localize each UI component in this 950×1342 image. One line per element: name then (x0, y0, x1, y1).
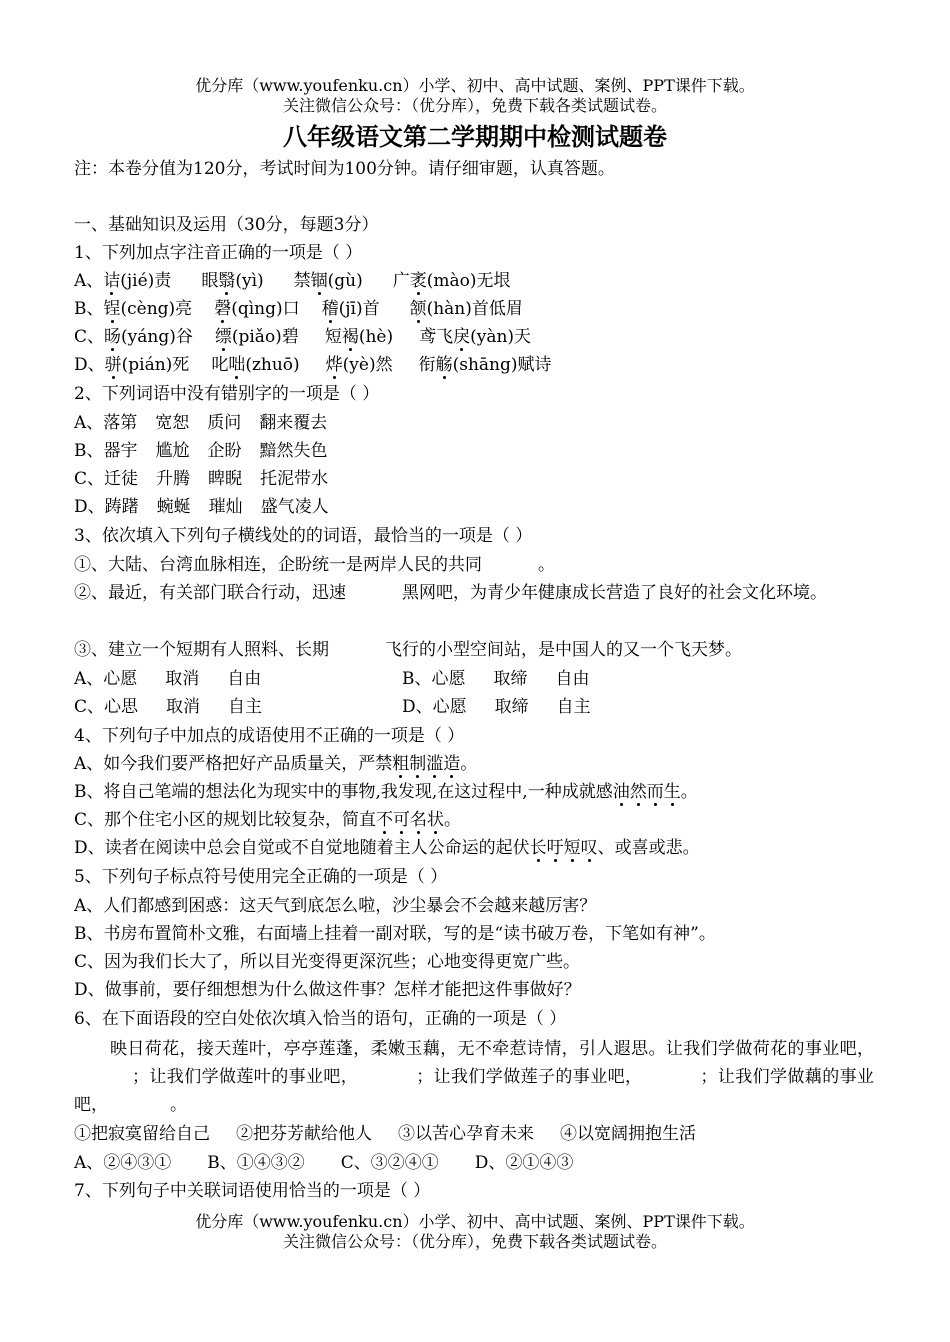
q3-sentence-3: ③、建立一个短期有人照料、长期 飞行的小型空间站，是中国人的又一个飞天梦。 (74, 640, 742, 660)
q3-option-b: B、心愿 取缔 自由 (402, 669, 590, 689)
q1-stem: 1、下列加点字注音正确的一项是（ ） (74, 243, 363, 263)
q4-option-b: B、将自己笔端的想法化为现实中的事物,我发现,在这过程中,一种成就感油然而生。 (74, 782, 698, 802)
q3-stem: 3、依次填入下列句子横线处的的词语，最恰当的一项是（ ） (74, 526, 533, 546)
section-heading: 一、基础知识及运用（30分，每题3分） (74, 215, 379, 235)
footer-line-2: 关注微信公众号：（优分库），免费下载各类试题试卷。 (282, 1232, 667, 1251)
exam-note: 注：本卷分值为120分，考试时间为100分钟。请仔细审题，认真答题。 (74, 159, 615, 179)
q3-sentence-1: ①、大陆、台湾血脉相连，企盼统一是两岸人民的共同 。 (74, 555, 555, 575)
header-line-2: 关注微信公众号：（优分库），免费下载各类试题试卷。 (282, 96, 667, 115)
q5-option-b: B、书房布置简朴文雅，右面墙上挂着一副对联，写的是“读书破万卷，下笔如有神”。 (74, 924, 716, 944)
q2-stem: 2、下列词语中没有错别字的一项是（ ） (74, 384, 380, 404)
header-line-1: 优分库（www.youfenku.cn）小学、初中、高中试题、案例、PPT课件下载。 (195, 76, 755, 95)
footer-line-1: 优分库（www.youfenku.cn）小学、初中、高中试题、案例、PPT课件下载。 (195, 1212, 755, 1231)
q3-option-c: C、心思 取消 自主 (74, 697, 263, 717)
q1-option-a: A、诘(jié)责 眼翳(yì) 禁锢(gù) 广袤(mào)无垠 (74, 271, 511, 291)
q1-option-c: C、旸(yáng)谷 缥(piǎo)碧 短褐(hè) 鸢飞戾(yàn)天 (74, 327, 532, 347)
q5-option-a: A、人们都感到困惑：这天气到底怎么啦，沙尘暴会不会越来越厉害？ (74, 896, 597, 916)
q5-option-c: C、因为我们长大了，所以目光变得更深沉些；心地变得更宽广些。 (74, 952, 581, 972)
dotted-idiom: 油然而生 (612, 782, 681, 802)
q6-options: A、②④③① B、①④③② C、③②④① D、②①④③ (74, 1153, 574, 1173)
q5-option-d: D、做事前，要仔细想想为什么做这件事？怎样才能把这件事做好？ (74, 980, 581, 1000)
q3-sentence-2: ②、最近，有关部门联合行动，迅速 黑网吧，为青少年健康成长营造了良好的社会文化环境。 (74, 583, 827, 603)
q4-stem: 4、下列句子中加点的成语使用不正确的一项是（ ） (74, 726, 465, 746)
q1-option-b: B、锃(cèng)亮 磬(qìng)口 稽(jī)首 颔(hàn)首低眉 (74, 299, 523, 319)
q2-option-a: A、落第 宽恕 质问 翻来覆去 (74, 413, 328, 433)
q2-option-c: C、迁徒 升腾 睥睨 托泥带水 (74, 469, 329, 489)
dotted-idiom: 不可名状 (376, 810, 445, 830)
q4-option-d: D、读者在阅读中总会自觉或不自觉地随着主人公命运的起伏长吁短叹、或喜或悲。 (74, 838, 700, 858)
q2-option-b: B、器宇 尴尬 企盼 黯然失色 (74, 441, 328, 461)
q4-option-a: A、如今我们要严格把好产品质量关，严禁粗制滥造。 (74, 754, 478, 774)
q5-stem: 5、下列句子标点符号使用完全正确的一项是（ ） (74, 867, 448, 887)
q1-option-d: D、骈(pián)死 叱咄(zhuō) 烨(yè)然 衔觞(shāng)赋诗 (74, 355, 552, 375)
q2-option-d: D、踌躇 蜿蜒 璀灿 盛气凌人 (74, 497, 329, 517)
page-title: 八年级语文第二学期期中检测试题卷 (283, 122, 667, 151)
q6-stem: 6、在下面语段的空白处依次填入恰当的语句，正确的一项是（ ） (74, 1009, 567, 1029)
q6-passage: 映日荷花，接天莲叶，亭亭莲蓬，柔嫩玉藕，无不牵惹诗情，引人遐思。让我们学做荷花的事业吧，；让我们学做莲叶的事业吧， ；让我们学做莲子的事业吧， ；让我们学做藕的事业吧， 。 (74, 1039, 875, 1115)
q6-items: ①把寂寞留给自己 ②把芬芳献给他人 ③以苦心孕育未来 ④以宽阔拥抱生活 (74, 1124, 696, 1144)
q3-option-d: D、心愿 取缔 自主 (402, 697, 591, 717)
q3-option-a: A、心愿 取消 自由 (74, 669, 262, 689)
dotted-idiom: 长吁短叹 (529, 838, 598, 858)
q4-option-c: C、那个住宅小区的规划比较复杂，简直不可名状。 (74, 810, 462, 830)
q7-stem: 7、下列句子中关联词语使用恰当的一项是（ ） (74, 1181, 431, 1201)
dotted-idiom: 粗制滥造 (392, 754, 461, 774)
